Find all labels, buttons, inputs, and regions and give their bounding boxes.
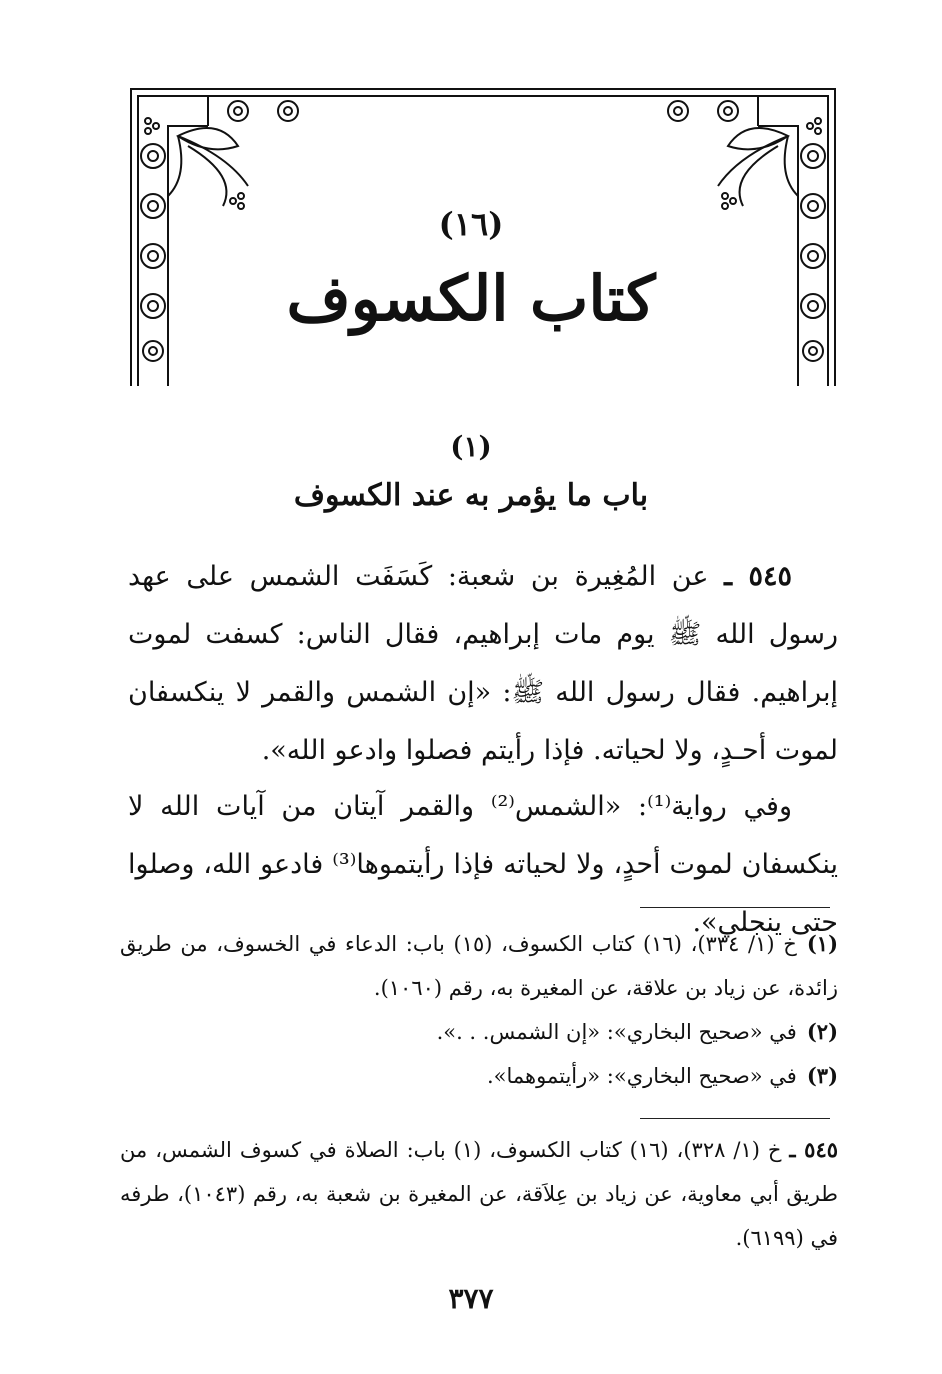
footnote-number: (٢) [806, 1019, 838, 1044]
book-number: (١٦) [438, 205, 504, 243]
footnote-text: في «صحيح البخاري»: «إن الشمس. . .». [436, 1020, 797, 1044]
footnote-2 [120, 1010, 838, 1054]
page-number: ٣٧٧ [448, 1282, 494, 1315]
riwaya-paragraph: وفي رواية⁽¹⁾: «الشمس⁽²⁾ والقمر آيتان من آيات الله لا ينكسفان لموت أحدٍ، ولا لحياته فإذا رأيتموها⁽³⁾ فادعو الله، وصلوا حتى ينجلي». [128, 791, 838, 938]
footnote-text: في «صحيح البخاري»: «رأيتموهما». [486, 1064, 797, 1088]
source-number: ٥٤٥ ـ [789, 1137, 839, 1162]
footnote-number: (١) [806, 931, 838, 956]
footnote-number: (٣) [806, 1063, 838, 1088]
hadith-text: عن المُغِيرة بن شعبة: كَسَفَت الشمس على عهد رسول الله ﷺ يوم مات إبراهيم، فقال الناس: كسفت لموت إبراهيم. فقال رسول الله ﷺ: «إن الشمس والقمر لا ينكسفان لموت أحـدٍ، ولا لحياته. فإذا رأيتم فصلوا وادعو الله». [128, 561, 838, 766]
footnote-text: خ (١/ ٣٣٤)، (١٦) كتاب الكسوف، (١٥) باب: الدعاء في الخسوف، من طريق زائدة، عن زياد بن علاقة، عن المغيرة به، رقم (١٠٦٠). [120, 932, 838, 1000]
source-text: خ (١/ ٣٢٨)، (١٦) كتاب الكسوف، (١) باب: الصلاة في كسوف الشمس، من طريق أبي معاوية، عن زياد بن عِلاَقة، عن المغيرة بن شعبة به، رقم (١٠٤٣)، طرفه في (٦١٩٩). [120, 1138, 838, 1250]
footnote-1 [120, 922, 838, 1010]
footnotes [120, 922, 838, 1098]
source-line [120, 1128, 838, 1260]
source-divider [640, 1118, 830, 1119]
chapter-title: باب ما يؤمر به عند الكسوف [293, 478, 649, 513]
source-note [120, 1128, 838, 1260]
footnote-3 [120, 1054, 838, 1098]
book-title: كتاب الكسوف [286, 262, 656, 335]
hadith-paragraph [128, 548, 838, 780]
chapter-number: (١) [450, 430, 492, 463]
hadith-number: ٥٤٥ ـ [724, 561, 792, 592]
footnote-divider [640, 907, 830, 908]
